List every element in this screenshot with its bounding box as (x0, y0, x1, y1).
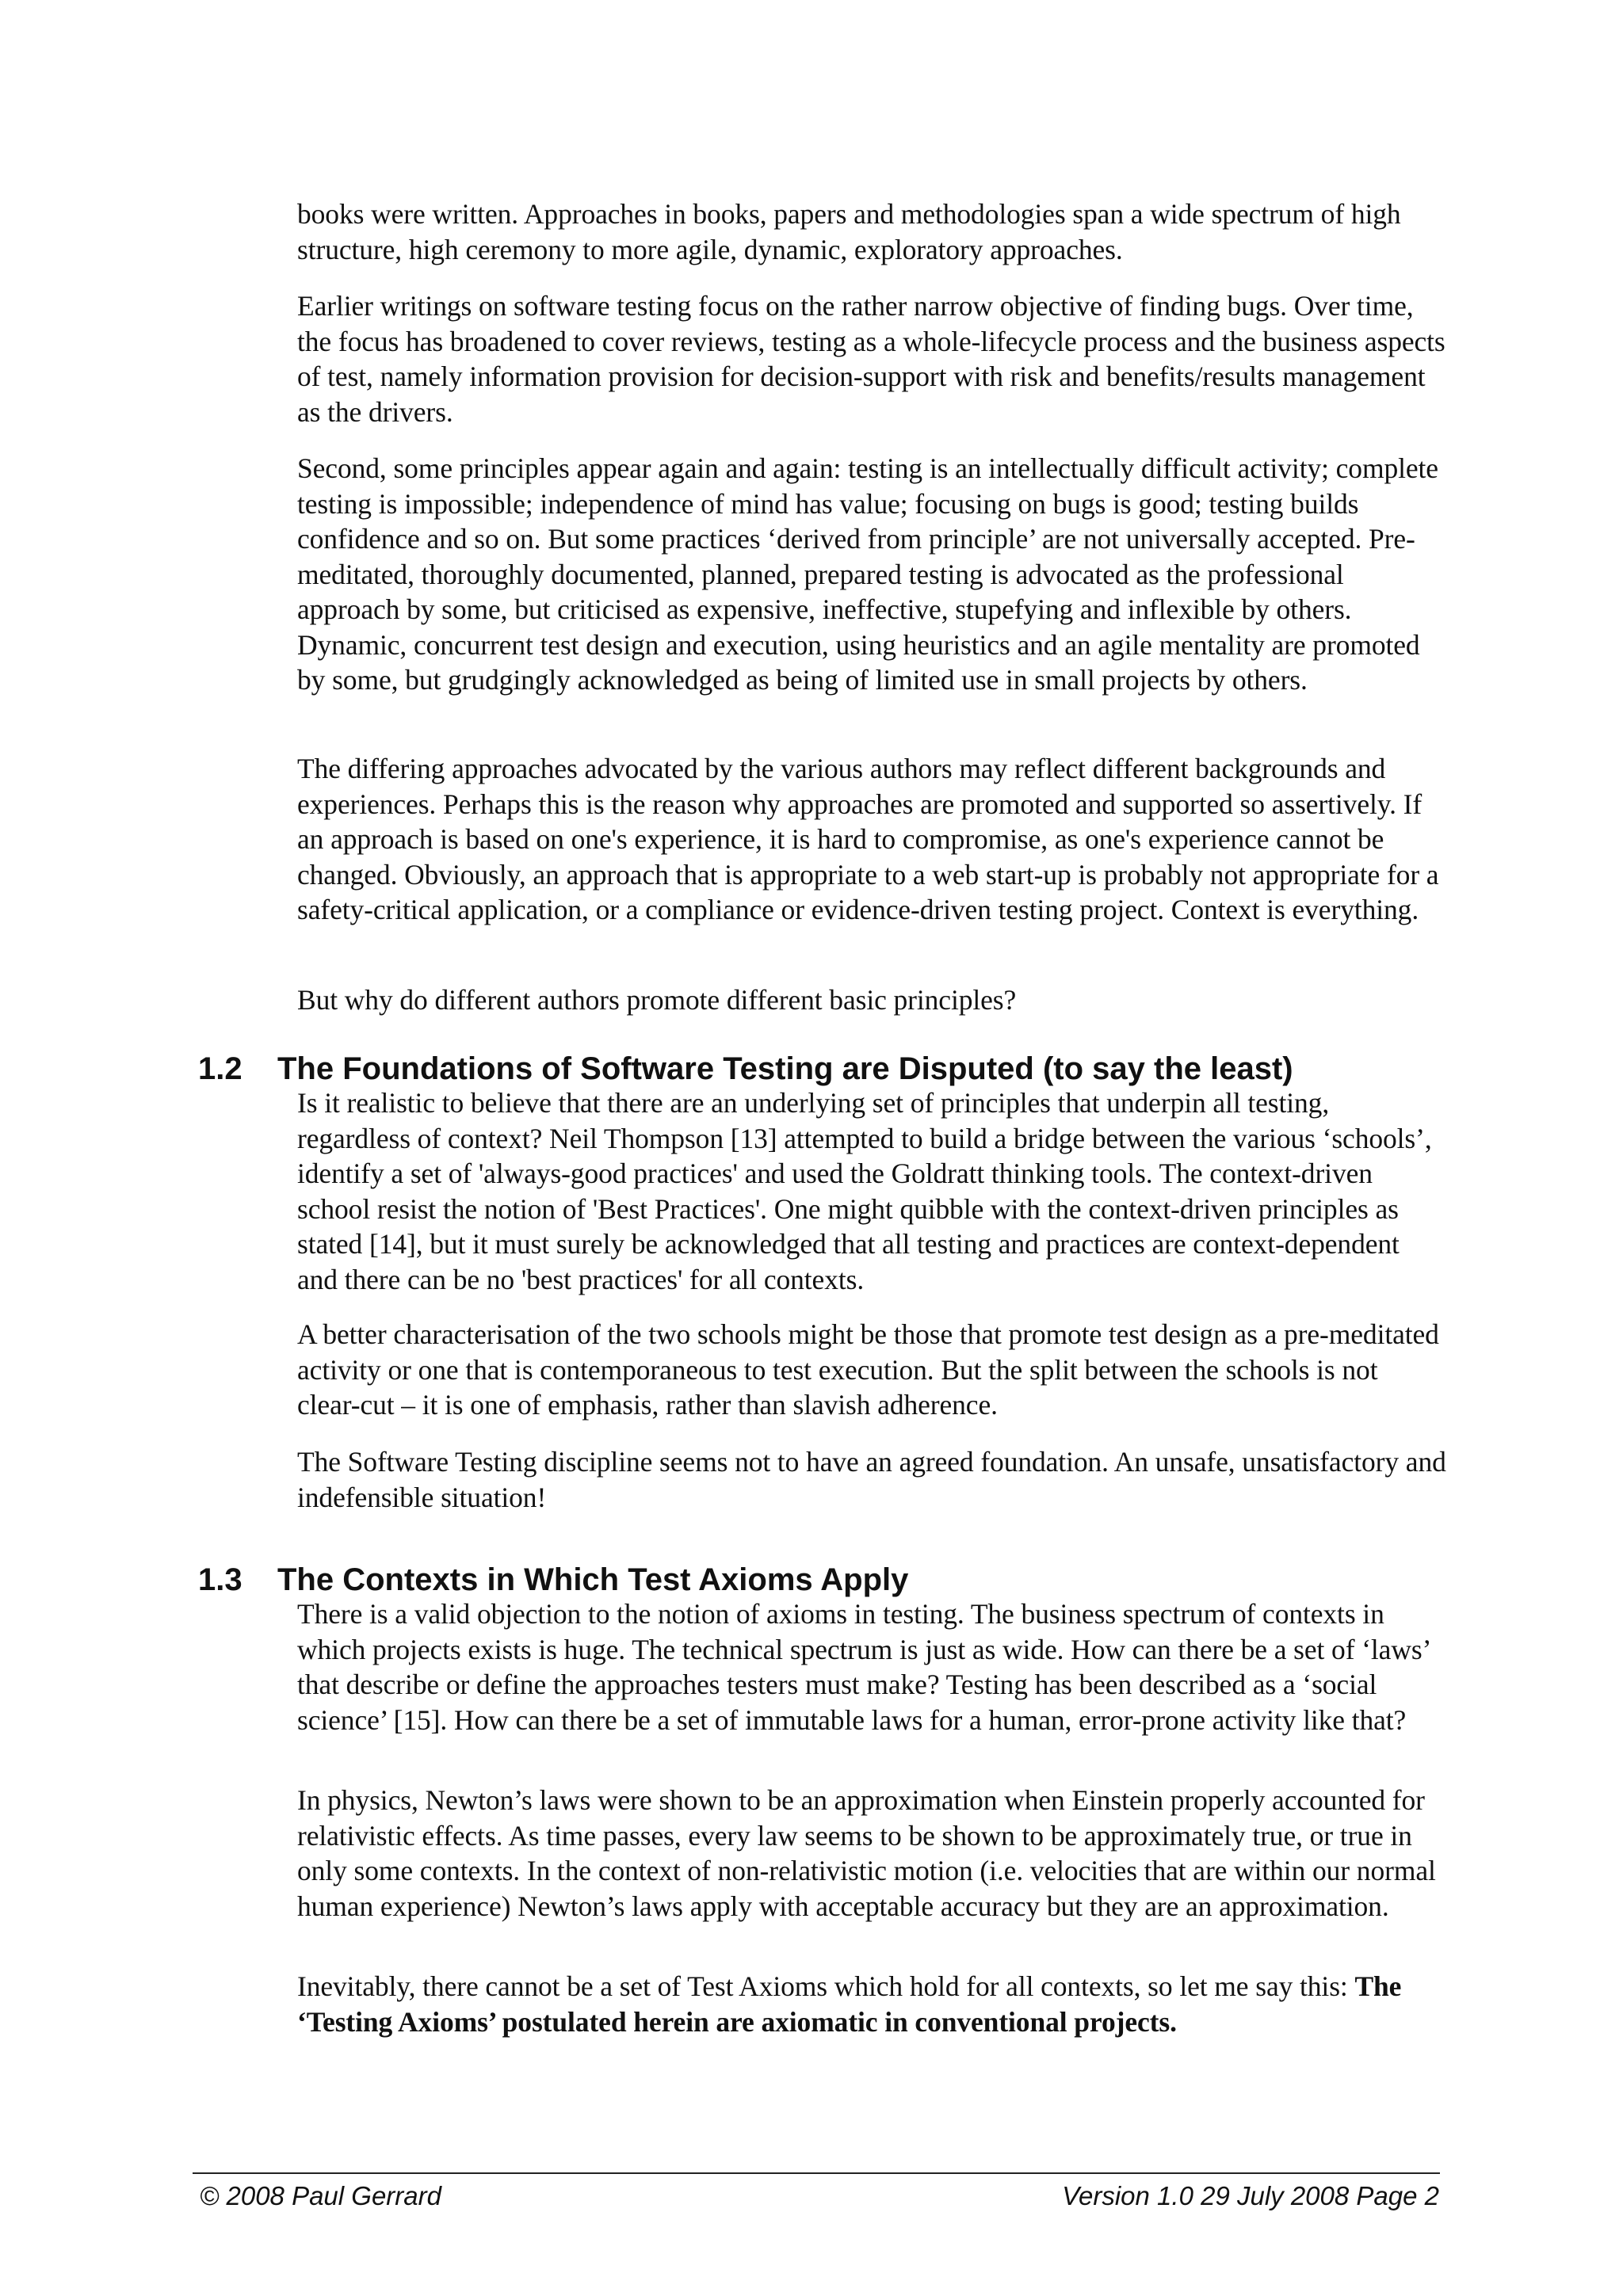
paragraph-text: Earlier writings on software testing focus on the rather narrow objective of finding bugs. Over time, the focus has broadened to cover reviews, testing as a whole-lifecycle process and the business aspects of test, namely information provision for decision-support with risk and benefits/results management as the drivers. (297, 290, 1445, 428)
footer-copyright: © 2008 Paul Gerrard (200, 2181, 441, 2210)
section-heading (198, 1561, 908, 1599)
paragraph-text: The differing approaches advocated by the various authors may reflect different backgrounds and experiences. Perhaps this is the reason why approaches are promoted and supported so assertively. If an approach is based on one's experience, it is hard to compromise, as one's experience cannot be changed. Obviously, an approach that is appropriate to a web start-up is probably not appropriate for a safety-critical application, or a compliance or evidence-driven testing project. Context is everything. (297, 753, 1439, 925)
paragraph-text: The Software Testing discipline seems not to have an agreed foundation. An unsafe, unsatisfactory and indefensible situation! (297, 1446, 1446, 1513)
section-heading (198, 1050, 1293, 1088)
bold-statement: The ‘Testing Axioms’ postulated herein are axiomatic in conventional projects. (297, 1970, 1402, 2038)
section-title: The Foundations of Software Testing are Disputed (to say the least) (277, 1051, 1293, 1086)
body-paragraph (297, 982, 1446, 1018)
section-number: 1.2 (198, 1051, 242, 1086)
body-paragraph (297, 1596, 1446, 1737)
paragraph-text: In physics, Newton’s laws were shown to be an approximation when Einstein properly accounted for relativistic effects. As time passes, every law seems to be shown to be approximately true, or true in only some contexts. In the context of non-relativistic motion (i.e. velocities that are within our normal human experience) Newton’s laws apply with acceptable accuracy but they are an approximation. (297, 1784, 1436, 1922)
footer-divider (193, 2172, 1440, 2174)
footer-version-page: Version 1.0 29 July 2008 Page 2 (1062, 2181, 1439, 2210)
paragraph-text (297, 1969, 1446, 2039)
body-paragraph (297, 196, 1446, 267)
body-paragraph (297, 751, 1446, 928)
body-paragraph (297, 451, 1446, 698)
section-number: 1.3 (198, 1562, 242, 1597)
paragraph-text: There is a valid objection to the notion of axioms in testing. The business spectrum of contexts in which projects exists is huge. The technical spectrum is just as wide. How can there be a set of ‘laws’ that describe or define the approaches testers must make? Testing has been described as a ‘social science’ [15]. How can there be a set of immutable laws for a human, error-prone activity like that? (297, 1598, 1430, 1736)
paragraph-text: Is it realistic to believe that there are an underlying set of principles that underpin all testing, regardless of context? Neil Thompson [13] attempted to build a bridge between the various ‘schools’, identify a set of 'always-good practices' and used the Goldratt thinking tools. The context-driven school resist the notion of 'Best Practices'. One might quibble with the context-driven principles as stated [14], but it must surely be acknowledged that all testing and practices are context-dependent and there can be no 'best practices' for all contexts. (297, 1087, 1432, 1295)
paragraph-text: Second, some principles appear again and again: testing is an intellectually difficult activity; complete testing is impossible; independence of mind has value; focusing on bugs is good; testing builds confidence and so on. But some practices ‘derived from principle’ are not universally accepted. Pre-meditated, thoroughly documented, planned, prepared testing is advocated as the professional approach by some, but criticised as expensive, ineffective, stupefying and inflexible by others. Dynamic, concurrent test design and execution, using heuristics and an agile mentality are promoted by some, but grudgingly acknowledged as being of limited use in small projects by others. (297, 452, 1438, 696)
body-paragraph (297, 1783, 1446, 1924)
section-title: The Contexts in Which Test Axioms Apply (277, 1562, 909, 1597)
body-paragraph (297, 288, 1446, 429)
paragraph-text: books were written. Approaches in books, papers and methodologies span a wide spectrum of high structure, high ceremony to more agile, dynamic, exploratory approaches. (297, 198, 1401, 265)
body-paragraph (297, 1317, 1446, 1423)
body-paragraph (297, 1085, 1446, 1297)
body-paragraph (297, 1969, 1446, 2039)
paragraph-text: A better characterisation of the two schools might be those that promote test design as a pre-meditated activity or one that is contemporaneous to test execution. But the split between the schools is not clear-cut – it is one of emphasis, rather than slavish adherence. (297, 1318, 1439, 1421)
paragraph-text-run: Inevitably, there cannot be a set of Test Axioms which hold for all contexts, so let me say this: (297, 1970, 1355, 2002)
paragraph-text: But why do different authors promote different basic principles? (297, 984, 1017, 1016)
body-paragraph (297, 1444, 1446, 1515)
